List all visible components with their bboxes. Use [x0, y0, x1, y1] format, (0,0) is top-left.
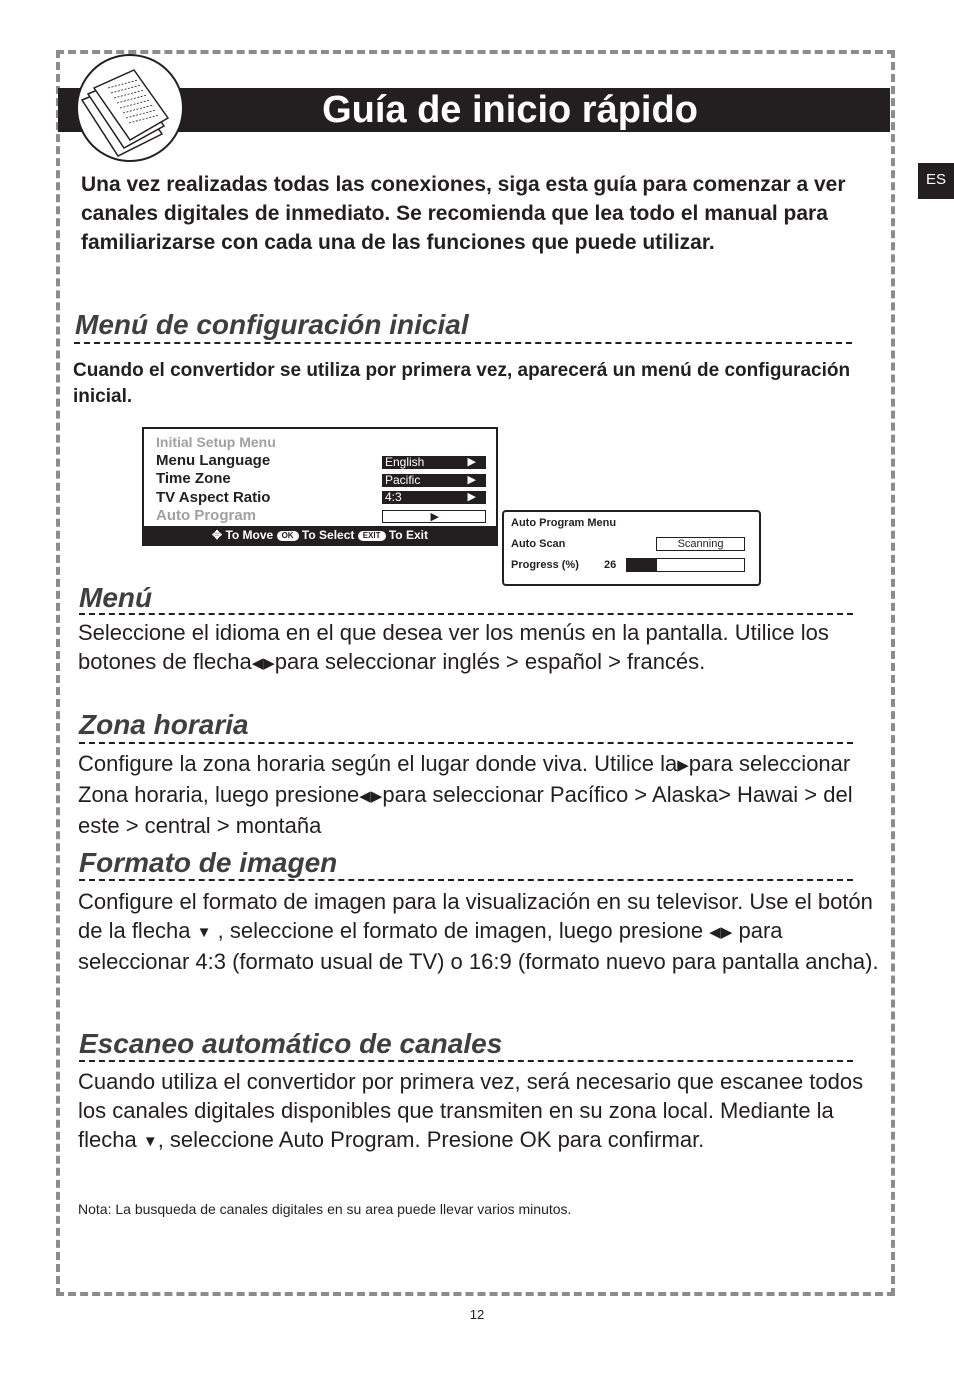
left-arrow-icon: ◀ [251, 655, 264, 672]
progress-bar [626, 558, 745, 572]
menu-text: Seleccione el idioma en el que desea ver los menús en la pantalla. Utilice los botones de flecha◀▶para seleccionar inglés > español > francés. [78, 620, 829, 674]
auto-menu-title: Auto Program Menu [511, 517, 617, 529]
divider [79, 742, 853, 744]
menu-item-label: Auto Program [156, 507, 257, 524]
right-arrow-icon: ▶ [677, 757, 689, 774]
right-arrow-icon: ▶ [430, 511, 439, 523]
setup-menu-title: Initial Setup Menu [156, 434, 276, 450]
menu-item-label: Time Zone [156, 470, 231, 487]
menu-item-value: 4:3 ▶ [382, 491, 486, 504]
note-text: Nota: La busqueda de canales digitales en su area puede llevar varios minutos. [78, 1201, 572, 1217]
page-number: 12 [469, 1307, 485, 1322]
divider [74, 342, 852, 344]
exit-key: EXIT [358, 531, 386, 541]
progress-label: Progress (%) [511, 559, 579, 571]
heading-setup: Menú de configuración inicial [75, 309, 469, 340]
page-title: Guía de inicio rápido [322, 89, 698, 131]
right-arrow-icon: ▶ [467, 491, 476, 503]
book-icon [76, 54, 184, 162]
zone-text: Configure la zona horaria según el lugar donde viva. Utilice la▶para seleccionar Zona horaria, luego presione◀▶para seleccionar Pacífico > Alaska> Hawai > del este > central > montaña [78, 751, 853, 838]
auto-scan-label: Auto Scan [511, 538, 566, 550]
right-arrow-icon: ▶ [467, 456, 476, 468]
heading-zone: Zona horaria [79, 709, 249, 740]
format-text: Configure el formato de imagen para la visualización en su televisor. Use el botón de la flecha ▼ , seleccione el formato de imagen, luego presione ◀▶ para seleccionar 4:3 (formato usual de TV) o 16:9 (formato nuevo para pantalla ancha). [78, 889, 879, 974]
heading-format: Formato de imagen [79, 847, 338, 878]
menu-item-value: English ▶ [382, 456, 486, 469]
right-arrow-icon: ▶ [467, 474, 476, 486]
menu-item-value [382, 510, 486, 523]
setup-subtitle: Cuando el convertidor se utiliza por primera vez, aparecerá un menú de configuración inicial. [73, 360, 851, 407]
auto-program-menu [502, 510, 761, 586]
right-arrow-icon: ▶ [370, 788, 383, 805]
setup-menu-footer: ✥ To Move OK To Select EXIT To Exit [144, 526, 496, 544]
menu-item-label: TV Aspect Ratio [156, 489, 271, 506]
divider [79, 613, 853, 615]
ok-key: OK [277, 531, 299, 541]
move-icon: ✥ [212, 528, 223, 542]
initial-setup-menu [142, 427, 498, 546]
down-arrow-icon: ▼ [142, 1133, 158, 1150]
menu-item-value: Pacific ▶ [382, 474, 486, 487]
progress-value: 26 [604, 559, 617, 571]
left-arrow-icon: ◀ [709, 924, 721, 941]
language-tab: ES [918, 163, 954, 199]
heading-menu: Menú [79, 582, 153, 613]
divider [79, 879, 853, 881]
left-arrow-icon: ◀ [359, 788, 371, 805]
heading-scan: Escaneo automático de canales [79, 1028, 503, 1059]
right-arrow-icon: ▶ [720, 924, 733, 941]
progress-fill [627, 559, 657, 571]
intro-text: Una vez realizadas todas las conexiones, siga esta guía para comenzar a ver canales digitales de inmediato. Se recomienda que lea todo el manual para familiarizarse con cada una de las funciones que puede utilizar. [81, 173, 846, 254]
scan-text: Cuando utiliza el convertidor por primera vez, será necesario que escanee todos los canales digitales disponibles que transmiten en su zona local. Mediante la flecha ▼, seleccione Auto Program. Presione OK para confirmar. [78, 1069, 864, 1152]
menu-item-label: Menu Language [156, 452, 271, 469]
divider [79, 1060, 853, 1062]
down-arrow-icon: ▼ [196, 924, 212, 941]
auto-scan-value: Scanning [656, 537, 745, 551]
right-arrow-icon: ▶ [263, 655, 275, 672]
